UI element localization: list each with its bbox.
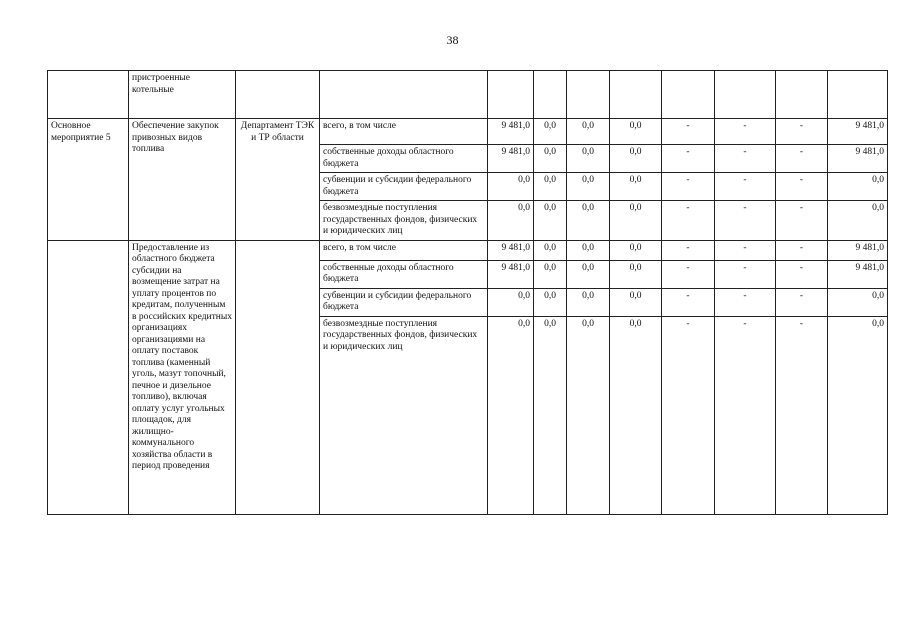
value-cell: - — [715, 316, 776, 514]
table-row — [48, 240, 888, 260]
value-cell: - — [662, 260, 715, 288]
value-cell: 0,0 — [534, 145, 567, 173]
value-cell: - — [776, 201, 828, 241]
funding-source-cell: безвозмездные поступления государственных фондов, физических и юридических лиц — [320, 201, 488, 241]
table-row — [48, 119, 888, 145]
value-cell: 0,0 — [828, 201, 888, 241]
value-cell: - — [776, 288, 828, 316]
value-cell: 9 481,0 — [828, 145, 888, 173]
department-cell: Департамент ТЭК и ТР области — [236, 119, 320, 241]
value-cell: 9 481,0 — [488, 260, 534, 288]
value-cell: - — [715, 260, 776, 288]
value-cell: - — [776, 240, 828, 260]
value-cell: - — [715, 288, 776, 316]
value-cell: - — [662, 240, 715, 260]
page-number: 38 — [446, 33, 459, 47]
value-cell: - — [715, 173, 776, 201]
value-cell: - — [662, 201, 715, 241]
value-cell: 9 481,0 — [488, 119, 534, 145]
value-cell: 0,0 — [610, 173, 662, 201]
value-cell: 0,0 — [534, 201, 567, 241]
value-cell: - — [662, 145, 715, 173]
funding-source-cell: всего, в том числе — [320, 240, 488, 260]
value-cell: 0,0 — [534, 260, 567, 288]
funding-source-cell: собственные доходы областного бюджета — [320, 145, 488, 173]
value-cell: 0,0 — [567, 201, 610, 241]
value-cell: - — [662, 316, 715, 514]
value-cell: - — [662, 173, 715, 201]
value-cell: 9 481,0 — [828, 240, 888, 260]
value-cell: 0,0 — [534, 288, 567, 316]
value-cell: 0,0 — [567, 240, 610, 260]
measure-name-cell: Обеспечение закупок привозных видов топлива — [129, 119, 236, 241]
value-cell: - — [776, 173, 828, 201]
value-cell: 0,0 — [488, 316, 534, 514]
value-cell: 9 481,0 — [828, 260, 888, 288]
value-cell: 0,0 — [488, 201, 534, 241]
measure-name-cell: пристроенные котельные — [129, 71, 236, 119]
value-cell: 0,0 — [610, 119, 662, 145]
value-cell: 0,0 — [534, 316, 567, 514]
budget-table — [47, 70, 888, 515]
measure-name-cell: Предоставление из областного бюджета субсидии на возмещение затрат на уплату процентов по кредитам, полученным в российских кредитных организациях организациями на оплату поставок топлива (каменный уголь, мазут топочный, печное и дизельное топливо), включая оплату услуг угольных площадок, для жилищно-коммунального хозяйства области в период проведения — [129, 240, 236, 514]
value-cell: 0,0 — [567, 173, 610, 201]
value-cell: 0,0 — [534, 240, 567, 260]
value-cell: 9 481,0 — [828, 119, 888, 145]
value-cell: 0,0 — [567, 119, 610, 145]
value-cell: - — [662, 288, 715, 316]
value-cell: 0,0 — [610, 288, 662, 316]
value-cell: - — [776, 316, 828, 514]
measure-label-cell: Основное мероприятие 5 — [48, 119, 129, 241]
value-cell: 0,0 — [567, 316, 610, 514]
value-cell: - — [715, 240, 776, 260]
value-cell: 0,0 — [488, 173, 534, 201]
funding-source-cell: субвенции и субсидии федерального бюджета — [320, 288, 488, 316]
value-cell: - — [715, 145, 776, 173]
value-cell: 0,0 — [610, 316, 662, 514]
value-cell: 0,0 — [610, 240, 662, 260]
funding-source-cell: субвенции и субсидии федерального бюджета — [320, 173, 488, 201]
value-cell: 0,0 — [534, 119, 567, 145]
value-cell: 0,0 — [567, 288, 610, 316]
value-cell: 0,0 — [610, 201, 662, 241]
value-cell: 0,0 — [828, 316, 888, 514]
value-cell: 0,0 — [828, 173, 888, 201]
value-cell: 0,0 — [610, 145, 662, 173]
value-cell: 0,0 — [488, 288, 534, 316]
table-row — [48, 71, 888, 119]
value-cell: - — [662, 119, 715, 145]
value-cell: 0,0 — [567, 145, 610, 173]
value-cell: - — [715, 119, 776, 145]
value-cell: - — [776, 145, 828, 173]
value-cell: - — [776, 119, 828, 145]
value-cell: 9 481,0 — [488, 145, 534, 173]
value-cell: 0,0 — [610, 260, 662, 288]
value-cell: - — [715, 201, 776, 241]
value-cell: 0,0 — [534, 173, 567, 201]
value-cell: 9 481,0 — [488, 240, 534, 260]
value-cell: 0,0 — [828, 288, 888, 316]
value-cell: 0,0 — [567, 260, 610, 288]
funding-source-cell: безвозмездные поступления государственных фондов, физических и юридических лиц — [320, 316, 488, 514]
funding-source-cell: всего, в том числе — [320, 119, 488, 145]
funding-source-cell: собственные доходы областного бюджета — [320, 260, 488, 288]
value-cell: - — [776, 260, 828, 288]
